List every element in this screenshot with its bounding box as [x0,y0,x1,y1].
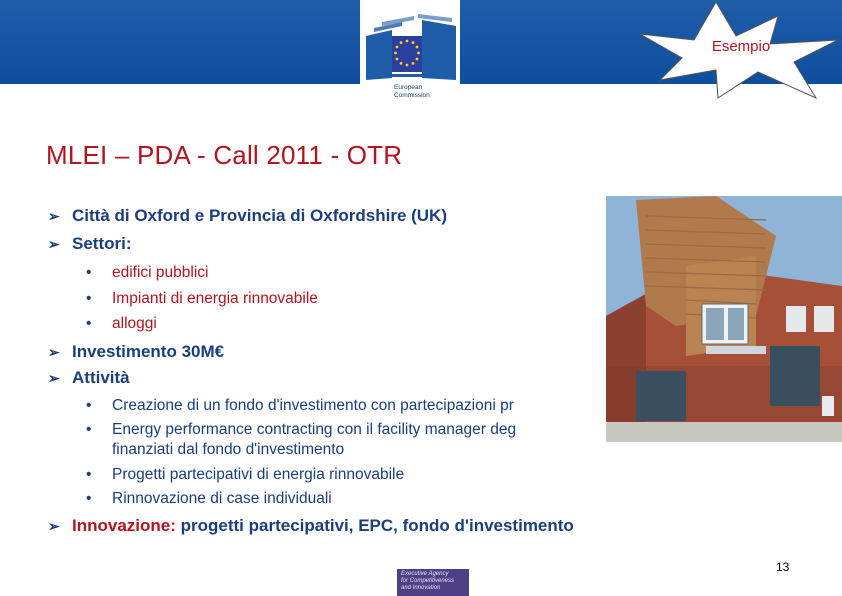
arrow-icon: ➢ [48,236,60,252]
ec-caption [394,84,430,99]
bullet-location: ➢ Città di Oxford e Provincia di Oxfordshire (UK) [48,206,447,225]
sub-bullet: • Progetti partecipativi di energia rinnovabile [86,466,405,483]
innovation-text: progetti partecipativi, EPC, fondo d'investimento [175,516,574,535]
sub-bullet: • Rinnovazione di case individuali [86,490,332,507]
sub-bullet: • Energy performance contracting con il facility manager deg [86,421,517,438]
sub-bullet: • Creazione di un fondo d'investimento con partecipazioni pr [86,397,514,414]
arrow-icon: ➢ [48,344,60,360]
example-badge-label: Esempio [711,38,771,55]
bullet-dot-icon: • [86,466,92,483]
bullet-dot-icon: • [86,490,92,507]
page-number: 13 [776,560,790,574]
sub-bullet: • alloggi [86,315,157,332]
arrow-icon: ➢ [48,370,60,386]
agency-logo: Executive Agency for Competitiveness and Innovation [397,569,469,596]
bullet-investment: ➢ Investimento 30M€ [48,342,225,361]
bullet-dot-icon: • [86,315,92,332]
slide-title: MLEI – PDA - Call 2011 - OTR [46,140,403,170]
bullet-dot-icon: • [86,397,92,414]
bullet-dot-icon: • [86,264,92,281]
sub-bullet-continuation: finanziati dal fondo d'investimento [112,441,345,458]
sub-bullet: • Impianti di energia rinnovabile [86,290,318,307]
bullet-innovation [48,516,574,536]
bullet-dot-icon: • [86,421,92,438]
innovation-label: Innovazione: [72,516,176,535]
bullet-activities: ➢ Attività [48,368,130,387]
ec-caption-line-1: European [394,84,423,91]
building-photo [606,196,842,442]
arrow-icon: ➢ [48,518,60,534]
sub-bullet: • edifici pubblici [86,264,209,281]
arrow-icon: ➢ [48,208,60,224]
bullet-sectors: ➢ Settori: [48,234,132,253]
ec-caption-line-2: Commission [394,91,430,99]
bullet-dot-icon: • [86,290,92,307]
